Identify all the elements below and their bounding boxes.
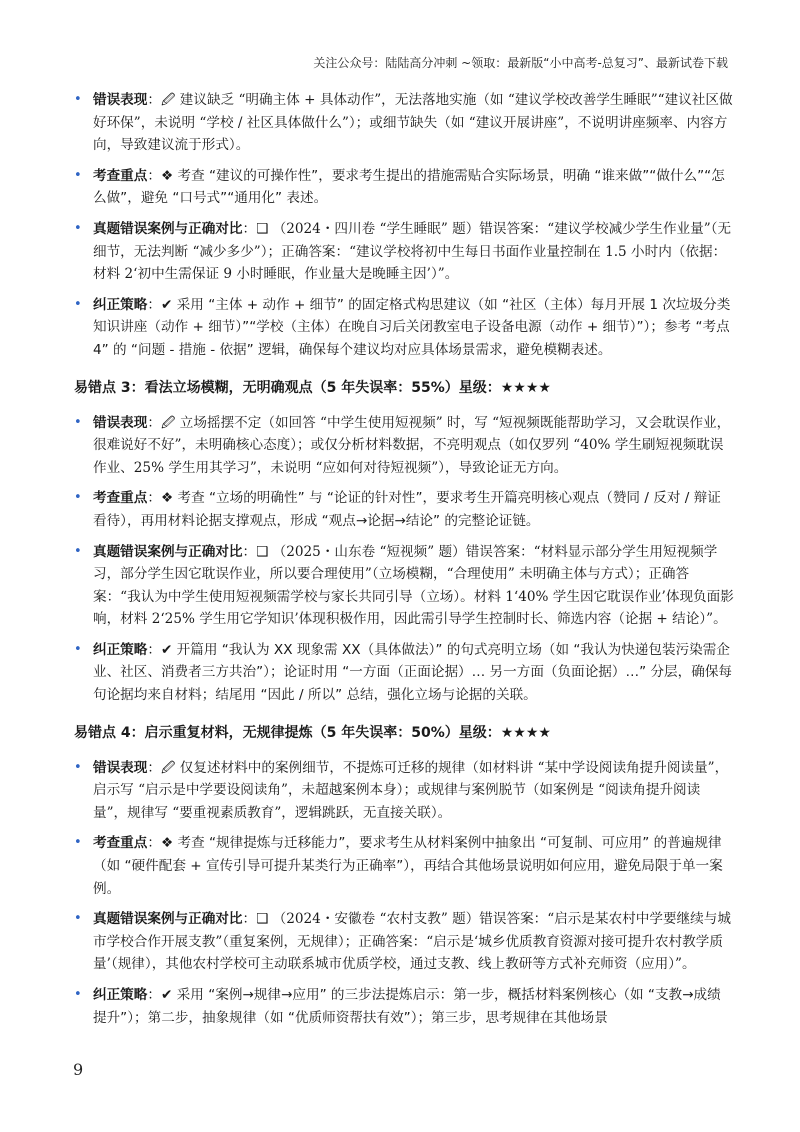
item-separator: ： xyxy=(147,759,161,776)
item-marker-icon: ❑ xyxy=(256,911,269,928)
item-text: 仅复述材料中的案例细节，不提炼可迁移的规律（如材料讲 “某中学设阅读角提升阅读量”，启示写 “启示是中学要设阅读角”，未超越案例本身）；或规律与案例脱节（如案例是 “阅读角提升阅读量”，规律写 “要重视素质教育”，逻辑跳跃，无直接关联）。 xyxy=(93,759,729,821)
list-item xyxy=(74,218,734,286)
section-heading: 易错点 4：启示重复材料，无规律提炼（5 年失误率：50%）星级：★★★★ xyxy=(74,724,551,741)
bullet-icon: • xyxy=(74,543,82,559)
section xyxy=(74,377,734,707)
item-label: 纠正策略 xyxy=(93,641,148,658)
item-separator: ： xyxy=(147,641,161,658)
item-label: 错误表现 xyxy=(93,92,148,108)
item-separator: ： xyxy=(147,490,161,507)
item-separator: ： xyxy=(147,414,161,431)
item-marker-icon: ✔ xyxy=(160,296,173,313)
item-marker-icon: ❖ xyxy=(160,490,174,507)
list-item xyxy=(74,89,734,157)
page-header: 关注公众号：陆陆高分冲刺 ~领取：最新版“小中高考-总复习”、最新试卷下载 xyxy=(313,56,728,70)
item-marker-icon: 🖉 xyxy=(160,92,176,108)
item-label: 真题错误案例与正确对比 xyxy=(93,911,243,928)
item-label: 考查重点 xyxy=(93,167,148,184)
item-text: （2025・山东卷 “短视频” 题）错误答案：“材料显示部分学生用短视频学习，部分学生因它耽误作业，所以要合理使用”（立场模糊，“合理使用” 未明确主体与方式）；正确答案：“我认为中学生使用短视频需学校与家长共同引导（立场）。材料 1‘40% 学生因它耽误作业’体现负面影响，材料 2‘25% 学生用它学知识’体现积极作用，因此需引导学生控制时长、筛选内容（论据 + 结论）”。 xyxy=(93,543,734,628)
item-marker-icon: ✔ xyxy=(160,987,173,1003)
page-number: 9 xyxy=(73,1060,84,1079)
item-marker-icon: ❖ xyxy=(160,835,174,852)
section xyxy=(74,722,734,1030)
list-item xyxy=(74,294,734,362)
item-label: 错误表现 xyxy=(93,414,148,431)
item-marker-icon: ❑ xyxy=(256,220,269,237)
item-text: 采用 “主体 + 动作 + 细节” 的固定格式构思建议（如 “社区（主体）每月开展 1 次垃圾分类知识讲座（动作 + 细节）”“学校（主体）在晚自习后关闭教室电子设备电源（动作 + 细节）”）；参考 “考点 4” 的 “问题 - 措施 - 依据” 逻辑，确保每个建议均对应具体场景需求，避免模糊表述。 xyxy=(93,296,731,358)
item-marker-icon: ❖ xyxy=(160,167,174,184)
item-marker-icon: 🖉 xyxy=(160,759,176,776)
item-text: 考查 “建议的可操作性”，要求考生提出的措施需贴合实际场景，明确 “谁来做”“做什么”“怎么做”，避免 “口号式”“通用化” 表述。 xyxy=(93,167,725,207)
item-separator: ： xyxy=(147,835,161,852)
bullet-icon: • xyxy=(74,296,82,312)
item-text: 建议缺乏 “明确主体 + 具体动作”，无法落地实施（如 “建议学校改善学生睡眠”“建议社区做好环保”，未说明 “学校 / 社区具体做什么”）；或细节缺失（如 “建议开展讲座”，不说明讲座频率、内容方向，导致建议流于形式）。 xyxy=(93,92,733,154)
item-text: 考查 “立场的明确性” 与 “论证的针对性”，要求考生开篇亮明核心观点（赞同 / 反对 / 辩证看待），再用材料论据支撑观点，形成 “观点→论据→结论” 的完整论证链。 xyxy=(93,490,721,529)
list-item xyxy=(74,541,734,631)
item-label: 真题错误案例与正确对比 xyxy=(93,543,243,560)
item-label: 考查重点 xyxy=(93,835,148,852)
list-item xyxy=(74,984,734,1029)
list-item xyxy=(74,639,734,707)
item-marker-icon: ❑ xyxy=(256,543,269,560)
item-separator: ： xyxy=(242,543,257,560)
item-marker-icon: ✔ xyxy=(160,641,173,658)
item-label: 纠正策略 xyxy=(93,296,148,313)
document-body xyxy=(74,89,734,1037)
item-separator: ： xyxy=(147,987,161,1003)
item-marker-icon: 🖉 xyxy=(160,414,176,431)
bullet-icon: • xyxy=(74,987,82,1002)
list-item xyxy=(74,832,734,900)
item-label: 纠正策略 xyxy=(93,987,148,1003)
list-item xyxy=(74,412,734,480)
item-separator: ： xyxy=(147,92,161,108)
bullet-icon: • xyxy=(74,92,82,107)
bullet-icon: • xyxy=(74,911,82,927)
item-text: 立场摇摆不定（如回答 “中学生使用短视频” 时，写 “短视频既能帮助学习，又会耽误作业，很难说好不好”，未明确核心态度）；或仅分析材料数据，不亮明观点（如仅罗列 “40% 学生刷短视频耽误作业、25% 学生用其学习”，未说明 “应如何对待短视频”），导致论证无方向。 xyxy=(93,414,731,476)
bullet-icon: • xyxy=(74,167,82,183)
item-label: 考查重点 xyxy=(93,490,148,507)
section xyxy=(74,89,734,362)
list-item xyxy=(74,757,734,825)
item-text: （2024・四川卷 “学生睡眠” 题）错误答案：“建议学校减少学生作业量”（无细节，无法判断 “减少多少”）；正确答案：“建议学校将初中生每日书面作业量控制在 1.5 小时内（依据：材料 2‘初中生需保证 9 小时睡眠，作业量大是晚睡主因’）”。 xyxy=(93,220,732,283)
item-separator: ： xyxy=(147,296,161,313)
item-label: 错误表现 xyxy=(93,759,148,776)
item-text: （2024・安徽卷 “农村支教” 题）错误答案：“启示是某农村中学要继续与城市学校合作开展支教”（重复案例，无规律）；正确答案：“启示是‘城乡优质教育资源对接可提升农村教学质量’（规律），其他农村学校可主动联系城市优质学校，通过支教、线上教研等方式补充师资（应用）”。 xyxy=(93,911,731,973)
bullet-icon: • xyxy=(74,641,82,657)
bullet-icon: • xyxy=(74,759,82,775)
bullet-icon: • xyxy=(74,220,82,236)
list-item xyxy=(74,487,734,532)
bullet-icon: • xyxy=(74,414,82,430)
item-separator: ： xyxy=(242,911,257,928)
list-item xyxy=(74,908,734,976)
item-separator: ： xyxy=(242,220,257,237)
item-separator: ： xyxy=(147,167,161,184)
item-text: 开篇用 “我认为 XX 现象需 XX（具体做法）” 的句式亮明立场（如 “我认为快递包装污染需企业、社区、消费者三方共治”）；论证时用 “一方面（正面论据）… 另一方面（负面论据）…” 分层，确保每句论据均来自材料；结尾用 “因此 / 所以” 总结，强化立场与论据的关联。 xyxy=(93,641,733,704)
bullet-icon: • xyxy=(74,490,82,506)
section-heading: 易错点 3：看法立场模糊，无明确观点（5 年失误率：55%）星级：★★★★ xyxy=(74,379,551,396)
bullet-icon: • xyxy=(74,835,82,851)
list-item xyxy=(74,165,734,210)
item-text: 考查 “规律提炼与迁移能力”，要求考生从材料案例中抽象出 “可复制、可应用” 的普遍规律（如 “硬件配套 + 宣传引导可提升某类行为正确率”），再结合其他场景说明如何应用，避免局限于单一案例。 xyxy=(93,835,723,897)
item-text: 采用 “案例→规律→应用” 的三步法提炼启示：第一步，概括材料案例核心（如 “支教→成绩提升”）；第二步，抽象规律（如 “优质师资帮扶有效”）；第三步，思考规律在其他场景 xyxy=(93,987,721,1026)
item-label: 真题错误案例与正确对比 xyxy=(93,220,243,237)
